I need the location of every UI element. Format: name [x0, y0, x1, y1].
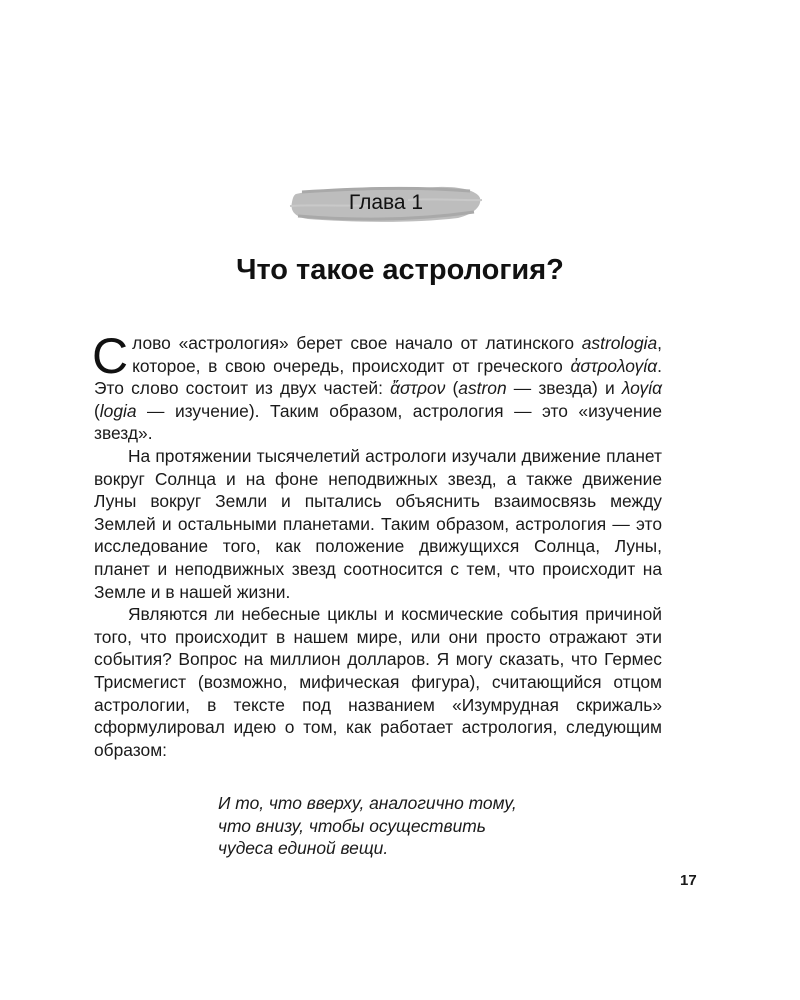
page-title: Что такое астрология? — [236, 254, 564, 286]
drop-cap: С — [92, 328, 129, 384]
greek-term: λογία — [621, 378, 662, 399]
paragraph-2: На протяжении тысячелетий астрологи изучали движение планет вокруг Солнца и на фоне неподвижных звезд, а также движение Луны вокруг Земли и пытались объяснить взаимосвязь между Землей и остальными планетами. Таким образом, астрология — это исследование того, как положение движущихся Солнца, Луны, планет и неподвижных звезд соотносится с тем, что происходит на Земле и в нашей жизни. — [94, 445, 662, 602]
text-run: — звезда) и — [506, 378, 622, 399]
paragraph-1 — [92, 328, 662, 445]
text-run: лово «астрология» берет свое начало от латинского — [132, 333, 582, 353]
epigraph-quote — [218, 792, 618, 860]
text-run: ( — [445, 378, 459, 399]
paragraph-3: Являются ли небесные циклы и космические события причиной того, что происходит в нашем мире, или они просто отражают эти события? Вопрос на миллион долларов. Я могу сказать, что Гермес Трисмегист (возможно, мифическая фигура), считающийся отцом астрологии, в тексте под названием «Изумрудная скрижаль» сформулировал идею о том, как работает астрология, следующим образом: — [94, 604, 662, 760]
greek-term: ἀστρολογία — [570, 355, 658, 376]
quote-line: что внизу, чтобы осуществить — [218, 815, 486, 836]
text-run: ( — [94, 400, 100, 421]
latin-term: astron — [458, 378, 507, 399]
page-number: 17 — [680, 872, 697, 889]
chapter-heading — [288, 180, 484, 226]
latin-term: logia — [99, 400, 137, 421]
text-run: , которое, в свою очередь, происходит от греческого — [132, 333, 662, 376]
latin-term: astrologia — [581, 333, 658, 353]
text-run: — изучение). Таким образом, астрология — это «изучение звезд». — [94, 400, 662, 444]
body-text — [92, 328, 662, 761]
text-run: . Это слово состоит из двух частей: — [94, 355, 662, 399]
greek-term: ἄστρον — [390, 378, 446, 399]
quote-line: чудеса единой вещи. — [218, 838, 389, 859]
chapter-label: Глава 1 — [348, 191, 424, 214]
quote-line: И то, что вверху, аналогично тому, — [218, 793, 517, 813]
